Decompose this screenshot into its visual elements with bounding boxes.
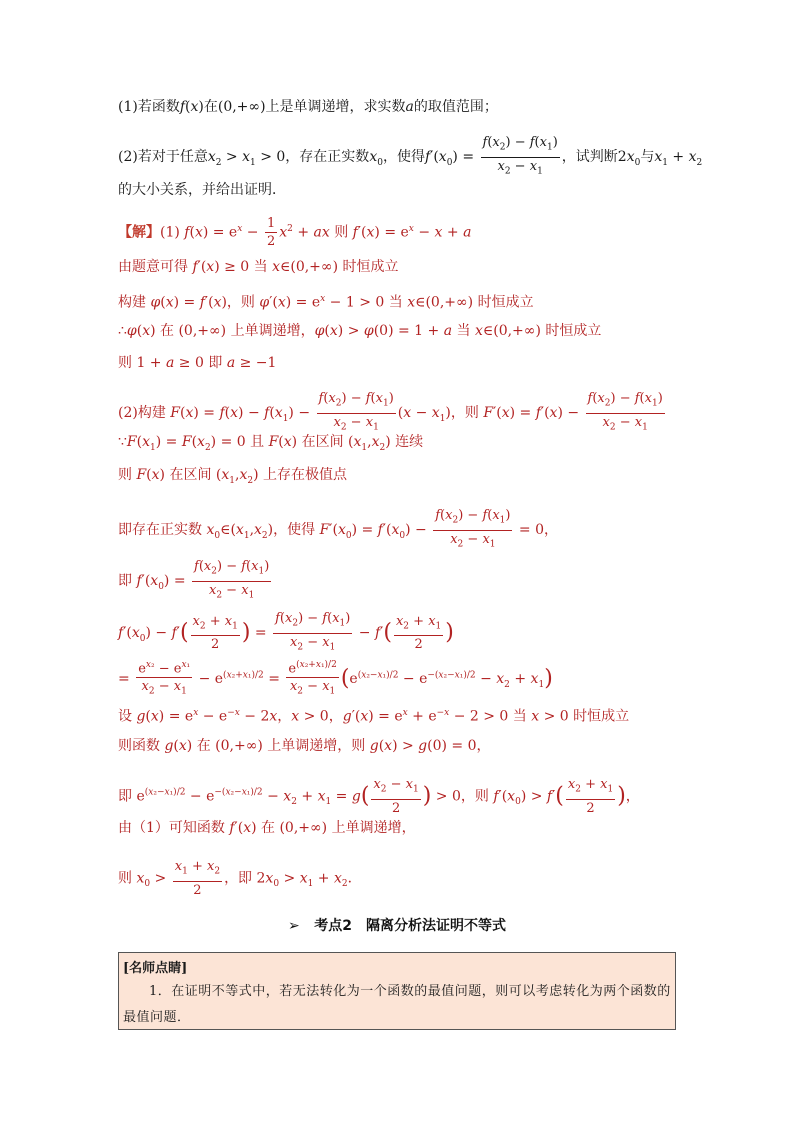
- solution-line-13: 设 $g(x) = e^x - e^{-x} - 2x$，x > 0，$g'(x) = e^x + e^{-x} - 2 > 0$ 当 x > 0 时恒成立: [118, 708, 630, 725]
- solution-line-7: $\because F(x_1) = F(x_2) = 0$ 且 F(x) 在区间 $(x_1,x_2)$ 连续: [118, 434, 424, 453]
- solution-line-8: 则 F(x) 在区间 $(x_1,x_2)$ 上存在极值点: [118, 467, 348, 486]
- solution-line-6: (2)构建 $F(x) = f(x) - f(x_1)$ − $\frac{f(x_2) - f(x_1)}{x_2 - x_1}$ $(x - x_1)$，则 F′(x) = f′(x) − $\frac{f(x_2) - f(x_1)}{x_2 - x_1}$: [118, 391, 663, 433]
- solution-line-3: 构建 φ(x) = f′(x)，则 $\varphi'(x) = e^x - 1 > 0$ 当 x∈(0,+∞) 时恒成立: [118, 294, 534, 311]
- solution-line-17: 则 $x_0$ > $\frac{x_1 + x_2}{2}$ ，即 $2x_0 > x_1 + x_2$．: [118, 859, 362, 898]
- arrow-icon: ➢: [287, 918, 300, 934]
- question-2: (2)若对于任意$x_2 > x_1 > 0$，存在正实数$x_0$，使得$f'(x_0)$ = $\frac{f(x_2) - f(x_1)}{x_2 - x_1}$ ，试判断$2x_0$与$x_1 + x_2$: [118, 135, 703, 177]
- solution-line-10: 即 $f'(x_0)$ = $\frac{f(x_2) - f(x_1)}{x_2 - x_1}$: [118, 559, 270, 601]
- section-heading: [0, 915, 794, 935]
- solution-line-16: 由（1）可知函数 f′(x) 在 (0,+∞) 上单调递增，: [118, 820, 416, 836]
- solution-tag: 【解】: [118, 224, 160, 241]
- solution-line-4: ∴φ(x) 在 (0,+∞) 上单调递增，φ(x) > φ(0) = 1 + a 当 x∈(0,+∞) 时恒成立: [118, 323, 602, 339]
- solution-line-5: 则 1 + a ≥ 0 即 a ≥ −1: [118, 355, 277, 371]
- tip-heading: [名师点睛]: [123, 961, 188, 976]
- solution-line-1: 【解】(1) $f(x) = e^x$ − $\frac{1}{2}$ $x^2$ + ax 则 $f'(x) = e^x - x + a$: [118, 216, 472, 249]
- solution-line-11: $f'(x_0) - f'$( $\frac{x_2 + x_1}{2}$ ) = $\frac{f(x_2) - f(x_1)}{x_2 - x_1}$ − f′( $\frac{x_2 + x_1}{2}$ ): [118, 611, 454, 653]
- solution-line-14: 则函数 g(x) 在 (0,+∞) 上单调递增，则 g(x) > g(0) = 0，: [118, 738, 491, 754]
- teacher-tip-box: [118, 952, 676, 1030]
- solution-line-2: 由题意可得 f′(x) ≥ 0 当 x∈(0,+∞) 时恒成立: [118, 259, 399, 275]
- solution-line-15: 即 $e^{(x_2-x_1)/2} - e^{-(x_2-x_1)/2} - x_2 + x_1 = g$( $\frac{x_2 - x_1}{2}$ ) > 0，则 $f'(x_0) > f'$( $\frac{x_2 + x_1}{2}$ )，: [118, 777, 640, 816]
- solution-line-12: = $\frac{e^{x_2} - e^{x_1}}{x_2 - x_1}$ − $e^{(x_2+x_1)/2}$ = $\frac{e^{(x_2+x_1)/2}}{x_2 - x_1}$ $(e^{(x_2-x_1)/2} - e^{-(x_2-x_1)/2} - x_2 + x_1)$: [118, 657, 553, 701]
- question-2-tail: 的大小关系，并给出证明．: [118, 182, 286, 198]
- tip-body: 1．在证明不等式中，若无法转化为一个函数的最值问题，则可以考虑转化为两个函数的最值问题．: [123, 984, 671, 1025]
- question-1: (1)若函数f(x)在(0,+∞)上是单调递增，求实数a的取值范围；: [118, 99, 498, 115]
- solution-line-9: 即存在正实数 $x_0\in(x_1,x_2)$，使得 $F'(x_0) = f'(x_0)$ − $\frac{f(x_2) - f(x_1)}{x_2 - x_1}$ = 0，: [118, 508, 559, 550]
- section-title-text: 考点2 隔离分析法证明不等式: [314, 918, 507, 934]
